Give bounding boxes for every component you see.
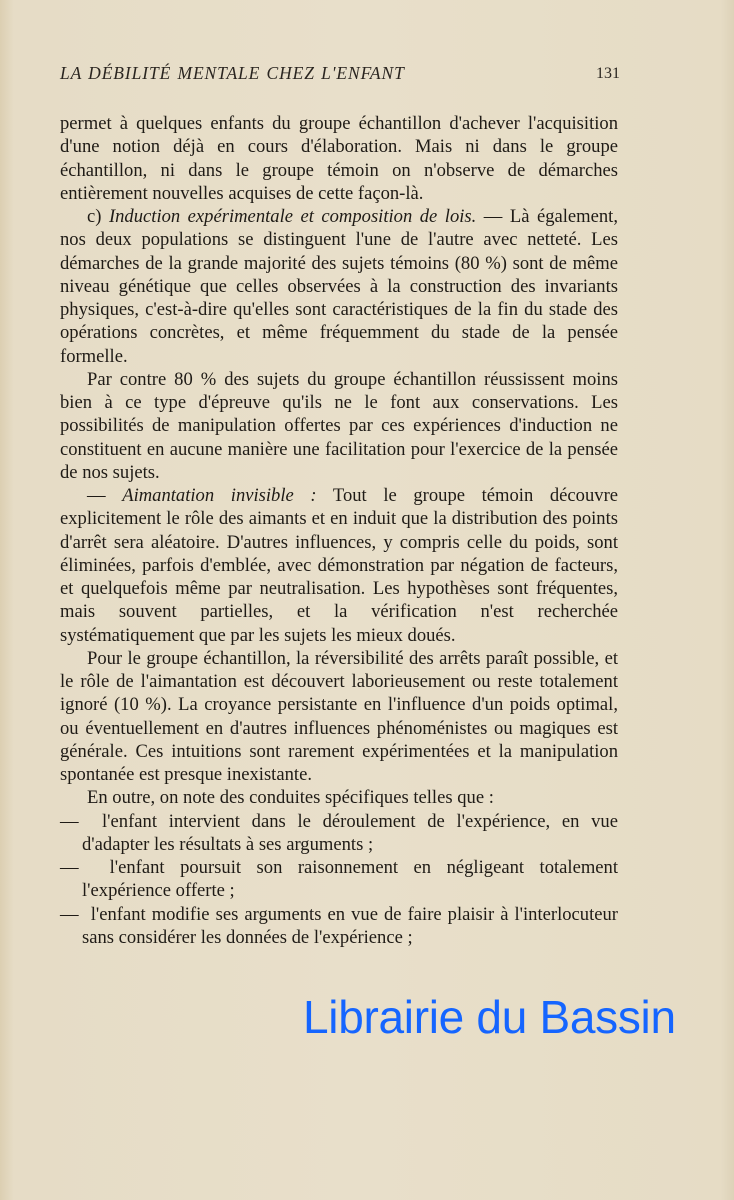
watermark: Librairie du Bassin [303, 991, 676, 1043]
paragraph-continuation: permet à quelques enfants du groupe échantillon d'achever l'acquisition d'une notion déjà en cours d'élaboration. Mais ni dans le groupe échantillon, ni dans le groupe témoin on n'observe de démarches entièrement nouvelles acquises de cette façon-là. [60, 113, 618, 204]
running-head [60, 63, 620, 87]
list-item-text: l'enfant modifie ses arguments en vue de faire plaisir à l'interlocuteur sans considérer les données de l'expérience ; [82, 903, 619, 948]
running-title: LA DÉBILITÉ MENTALE CHEZ L'ENFANT [60, 63, 405, 83]
dash-lead: — [87, 485, 106, 506]
list-item [60, 903, 618, 950]
list-marker: — [60, 810, 79, 832]
list-marker: — [60, 857, 79, 878]
paragraph-groupe-echantillon: Pour le groupe échantillon, la réversibilité des arrêts paraît possible, et le rôle de l'aimantation est découvert laborieusement ou reste totalement ignoré (10 %). La croyance persistante en l'influence d'un poids optimal, ou éventuellement en d'autres influences phénoménistes ou magiques est générale. Ces intuitions sont rarement expérimentées et la manipulation spontanée est presque inexistante. [60, 647, 618, 785]
body-text [60, 112, 618, 949]
section-heading: Aimantation invisible : [122, 485, 317, 506]
list-marker: — [60, 903, 79, 925]
paragraph-par-contre: Par contre 80 % des sujets du groupe échantillon réussissent moins bien à ce type d'épreuve qu'ils ne le font aux conservations. Les possibilités de manipulation offertes par ces expériences d'induction ne constituent en aucune manière une facilitation pour l'exercice de la pensée de nos sujets. [60, 368, 618, 483]
list-item [60, 856, 618, 903]
paragraph-induction-experimentale [60, 205, 618, 368]
paragraph-en-outre: En outre, on note des conduites spécifiques telles que : [87, 787, 494, 809]
paragraph-body: Tout le groupe témoin découvre explicitement le rôle des aimants et en induit que la distribution des points d'arrêt sera aléatoire. D'autres influences, y compris celle du poids, sont éliminées, parfois d'emblée, avec démonstration par négation de facteurs, et quelquefois même par neutralisation. Les hypothèses sont fréquentes, mais souvent partielles, et la vérification n'est recherchée systématiquement que par les sujets les mieux doués. [60, 485, 619, 646]
paragraph-aimantation-invisible [60, 484, 618, 647]
section-label: c) [87, 206, 102, 227]
section-heading: Induction expérimentale et composition de lois. [108, 206, 477, 227]
list-item-text: l'enfant poursuit son raisonnement en négligeant totalement l'expérience offerte ; [82, 857, 619, 902]
list-item [60, 810, 618, 857]
paragraph-body: — Là également, nos deux populations se distinguent l'une de l'autre avec netteté. Les démarches de la grande majorité des sujets témoins (80 %) sont de même niveau génétique que celles observées à la construction des invariants physiques, c'est-à-dire qu'elles sont caractéristiques de la fin du stade des opérations concrètes, et même fréquemment du stade de la pensée formelle. [60, 206, 618, 367]
list-item-text: l'enfant intervient dans le déroulement de l'expérience, en vue d'adapter les résultats à ses arguments ; [82, 810, 618, 855]
page-number: 131 [596, 65, 620, 82]
